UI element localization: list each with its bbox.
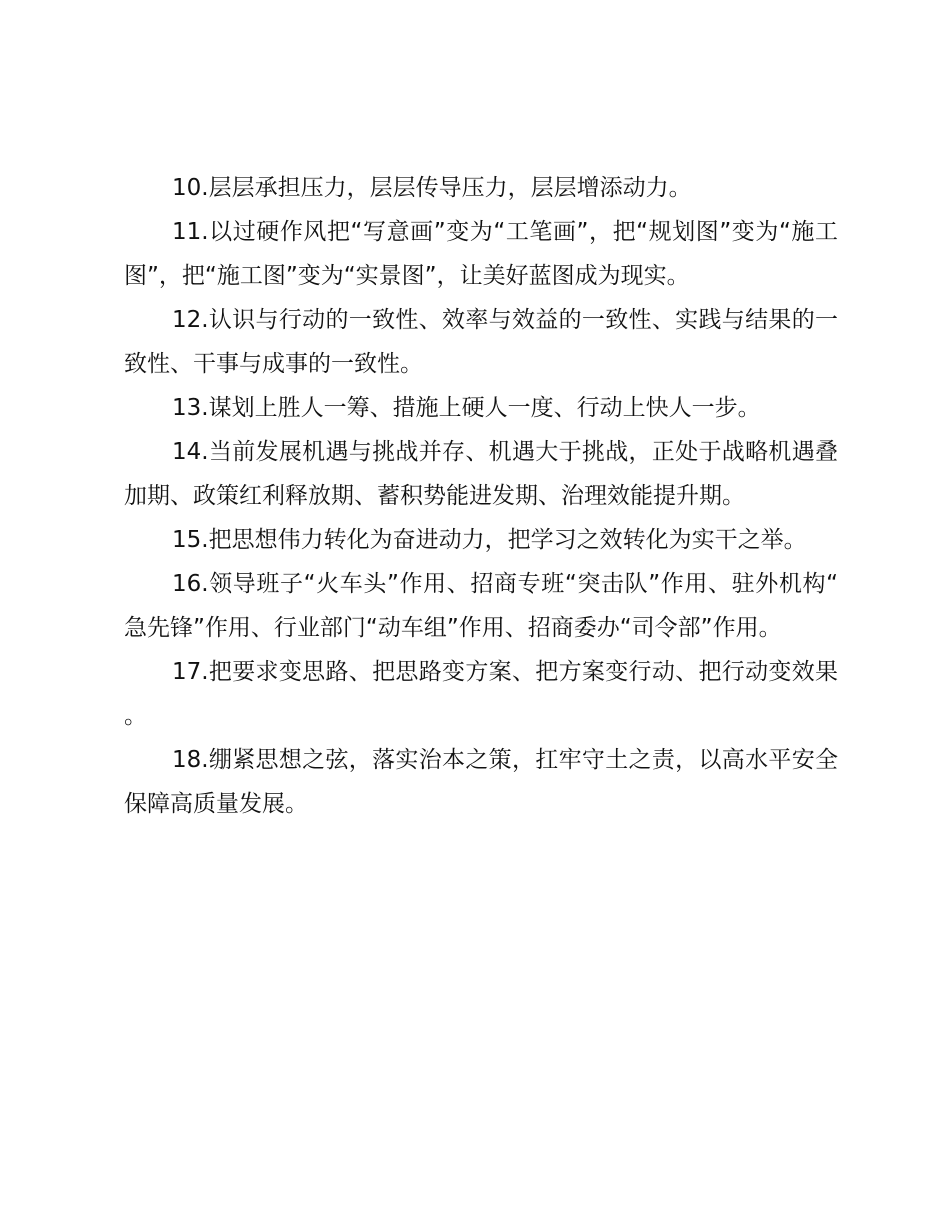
paragraph-15: 15.把思想伟力转化为奋进动力，把学习之效转化为实干之举。 [172,527,807,553]
paragraph-12: 12.认识与行动的一致性、效率与效益的一致性、实践与结果的一致性、干事与成事的一致性。 [124,307,838,377]
document-body [124,166,838,826]
paragraph-16: 16.领导班子“火车头”作用、招商专班“突击队”作用、驻外机构“急先锋”作用、行业部门“动车组”作用、招商委办“司令部”作用。 [124,571,838,641]
paragraph-13: 13.谋划上胜人一筹、措施上硬人一度、行动上快人一步。 [172,395,761,421]
paragraph-17: 17.把要求变思路、把思路变方案、把方案变行动、把行动变效果。 [124,659,838,729]
paragraph-10: 10.层层承担压力，层层传导压力，层层增添动力。 [172,175,692,201]
paragraph-18: 18.绷紧思想之弦，落实治本之策，扛牢守土之责，以高水平安全保障高质量发展。 [124,747,838,817]
paragraph-11: 11.以过硬作风把“写意画”变为“工笔画”，把“规划图”变为“施工图”，把“施工图”变为“实景图”，让美好蓝图成为现实。 [124,219,838,289]
paragraph-14: 14.当前发展机遇与挑战并存、机遇大于挑战，正处于战略机遇叠加期、政策红利释放期、蓄积势能进发期、治理效能提升期。 [124,439,838,509]
